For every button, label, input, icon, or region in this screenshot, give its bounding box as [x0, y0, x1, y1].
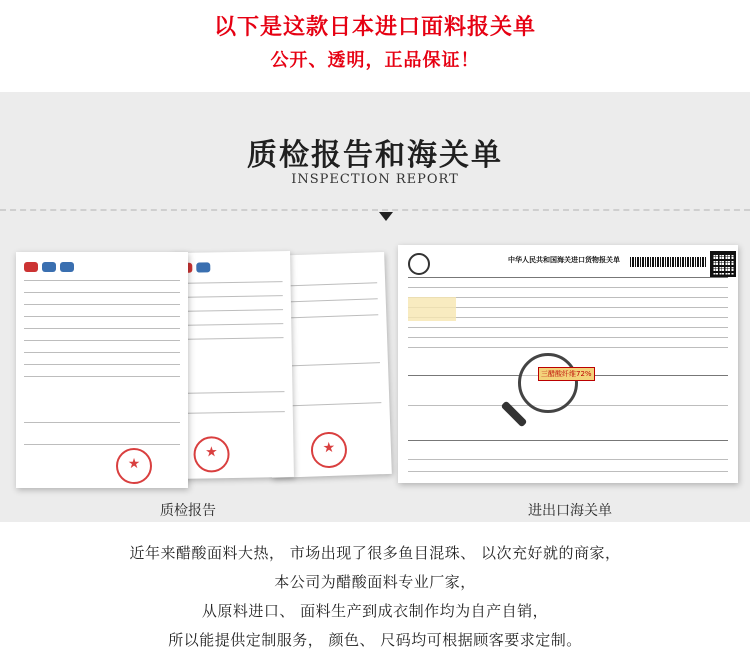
body-line-4: 所以能提供定制服务， 颜色、 尺码均可根据顾客要求定制。	[168, 631, 582, 649]
barcode-icon	[630, 257, 706, 267]
headline-subtitle: 公开、透明，正品保证！	[270, 50, 480, 71]
body-line-2: 本公司为醋酸面料专业厂家，	[274, 573, 476, 591]
headline-title: 以下是这款日本进口面料报关单	[213, 15, 536, 40]
inspection-report-page-1	[16, 252, 188, 488]
dashed-divider	[0, 209, 750, 211]
certification-logo-icon	[60, 262, 74, 272]
body-line-3: 从原料进口、 面料生产到成衣制作均为自产自销，	[201, 602, 549, 620]
caption-inspection: 质检报告	[160, 503, 216, 519]
qr-code-icon	[710, 251, 736, 277]
customs-declaration-form	[398, 245, 738, 483]
customs-emblem-icon	[408, 253, 430, 275]
red-seal-stamp	[310, 431, 347, 468]
customs-form-title: 中华人民共和国海关进口货物报关单	[508, 256, 620, 264]
red-seal-stamp	[116, 448, 152, 484]
section-subtitle: INSPECTION REPORT	[291, 172, 459, 187]
body-line-1: 近年来醋酸面料大热， 市场出现了很多鱼目混珠、 以次充好就的商家，	[129, 544, 621, 562]
certification-logo-icon	[42, 262, 56, 272]
red-seal-stamp	[193, 436, 230, 473]
triangle-down-icon	[379, 212, 393, 221]
certification-logo-icon	[24, 262, 38, 272]
documents-panel	[0, 92, 750, 522]
certification-logo-icon	[196, 262, 210, 272]
inspection-report-page-2	[170, 251, 294, 479]
magnifier-icon	[518, 353, 578, 413]
fiber-content-highlight: 三醋酸纤维72%	[538, 367, 595, 381]
caption-customs: 进出口海关单	[528, 503, 612, 519]
highlight-note-box	[408, 297, 456, 321]
section-title: 质检报告和海关单	[247, 138, 503, 173]
